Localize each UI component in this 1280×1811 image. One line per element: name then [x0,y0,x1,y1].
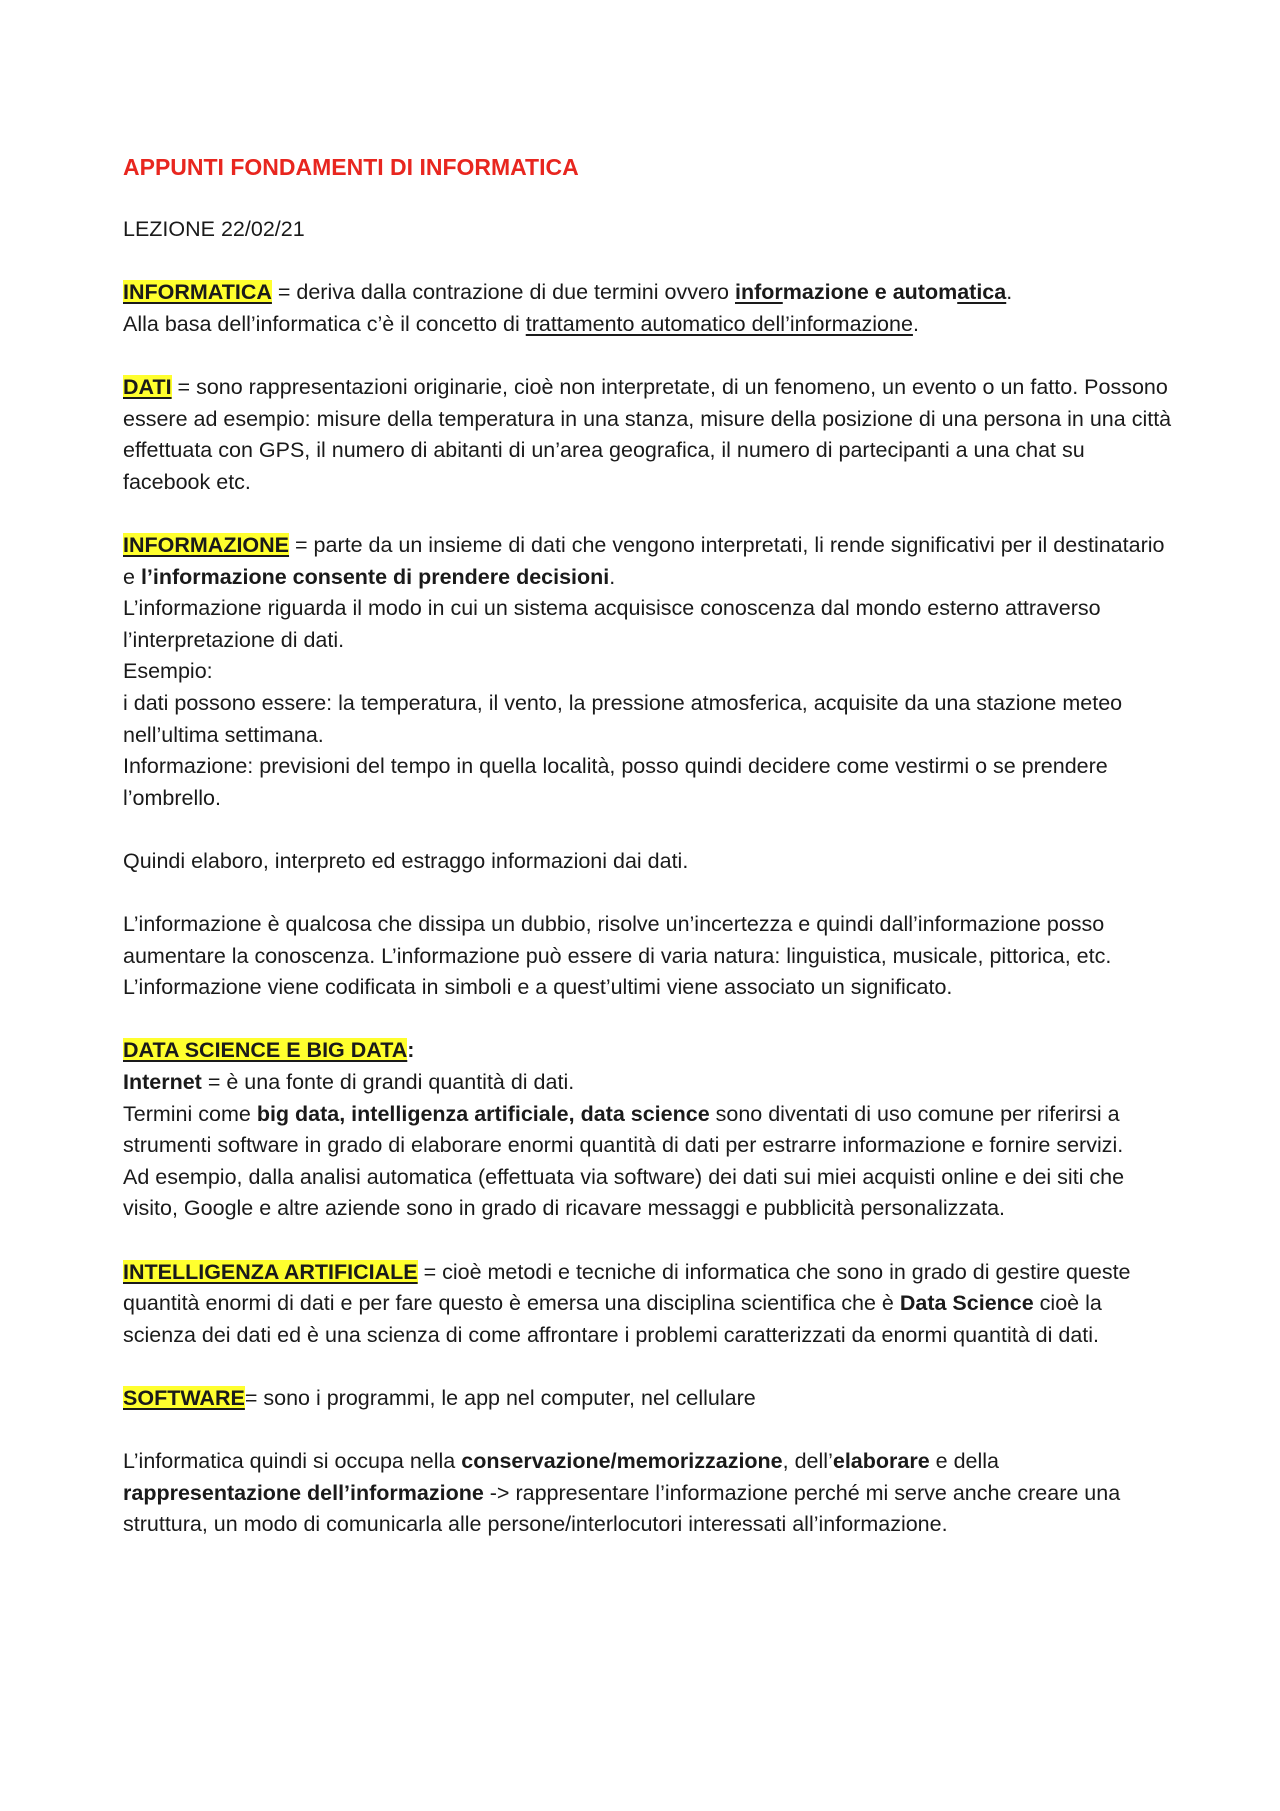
informazione-p2: L’informazione riguarda il modo in cui un sistema acquisisce conoscenza dal mondo esterno attraverso l’interpretazione di dati. [123,596,1101,652]
internet-line: Internet = è una fonte di grandi quantità di dati. [123,1070,575,1095]
dati-term: DATI [123,374,172,399]
informazione-p4: i dati possono essere: la temperatura, il vento, la pressione atmosferica, acquisite da una stazione meteo nell’ultima settimana. [123,690,1123,747]
software-paragraph: SOFTWARE= sono i programmi, le app nel computer, nel cellulare [123,1385,756,1410]
software-term: SOFTWARE [123,1385,245,1410]
document-page [123,150,1173,1541]
informatica-line2: Alla basa dell’informatica c’è il concetto di trattamento automatico dell’informazione. [123,311,919,336]
ia-paragraph: INTELLIGENZA ARTIFICIALE = cioè metodi e tecniche di informatica che sono in grado di gestire queste quantità enormi di dati e per fare questo è emersa una disciplina scientifica che è Data Science cioè la scienza dei dati ed è una scienza di come affrontare i problemi caratterizzati da enormi quantità di dati. [123,1259,1131,1347]
document-title: APPUNTI FONDAMENTI DI INFORMATICA [123,154,579,180]
informatica-paragraph: INFORMATICA = deriva dalla contrazione di due termini ovvero informazione e automatica. [123,280,1013,305]
datascience-heading: DATA SCIENCE E BIG DATA: [123,1038,415,1063]
dubbio-paragraph-2: L’informazione viene codificata in simboli e a quest’ultimi viene associato un significato. [123,975,953,1000]
quindi-paragraph: Quindi elaboro, interpreto ed estraggo informazioni dai dati. [123,848,689,873]
datascience-term: DATA SCIENCE E BIG DATA [123,1038,408,1063]
informazione-term: INFORMAZIONE [123,532,290,557]
informatica-term: INFORMATICA [123,280,272,305]
dati-paragraph: DATI = sono rappresentazioni originarie, cioè non interpretate, di un fenomeno, un evento o un fatto. Possono essere ad esempio: misure della temperatura in una stanza, misure della posizione di una persona in una città effettuata con GPS, il numero di abitanti di un’area geografica, il numero di partecipanti a una chat su facebook etc. [123,374,1172,494]
final-paragraph: L’informatica quindi si occupa nella conservazione/memorizzazione, dell’elaborare e della rappresentazione dell’informazione -> rappresentare l’informazione perché mi serve anche creare una struttura, un modo di comunicarla alle persone/interlocutori interessati all’informazione. [123,1449,1121,1537]
informazione-p3: Esempio: [123,659,213,684]
lesson-date: LEZIONE 22/02/21 [123,217,305,241]
dubbio-paragraph: L’informazione è qualcosa che dissipa un dubbio, risolve un’incertezza e quindi dall’informazione posso aumentare la conoscenza. L’informazione può essere di varia natura: linguistica, musicale, pittorica, etc. [123,912,1112,968]
ia-term: INTELLIGENZA ARTIFICIALE [123,1259,418,1284]
datascience-example: Ad esempio, dalla analisi automatica (effettuata via software) dei dati sui miei acquisti online e dei siti che visito, Google e altre aziende sono in grado di ricavare messaggi e pubblicità personalizzata. [123,1164,1125,1221]
informazione-paragraph: INFORMAZIONE = parte da un insieme di dati che vengono interpretati, li rende significativi per il destinatario e l’informazione consente di prendere decisioni. [123,532,1165,589]
datascience-paragraph: Termini come big data, intelligenza artificiale, data science sono diventati di uso comune per riferirsi a strumenti software in grado di elaborare enormi quantità di dati per estrarre informazione e fornire servizi. [123,1101,1124,1158]
informazione-p5: Informazione: previsioni del tempo in quella località, posso quindi decidere come vestirmi o se prendere l’ombrello. [123,754,1108,810]
